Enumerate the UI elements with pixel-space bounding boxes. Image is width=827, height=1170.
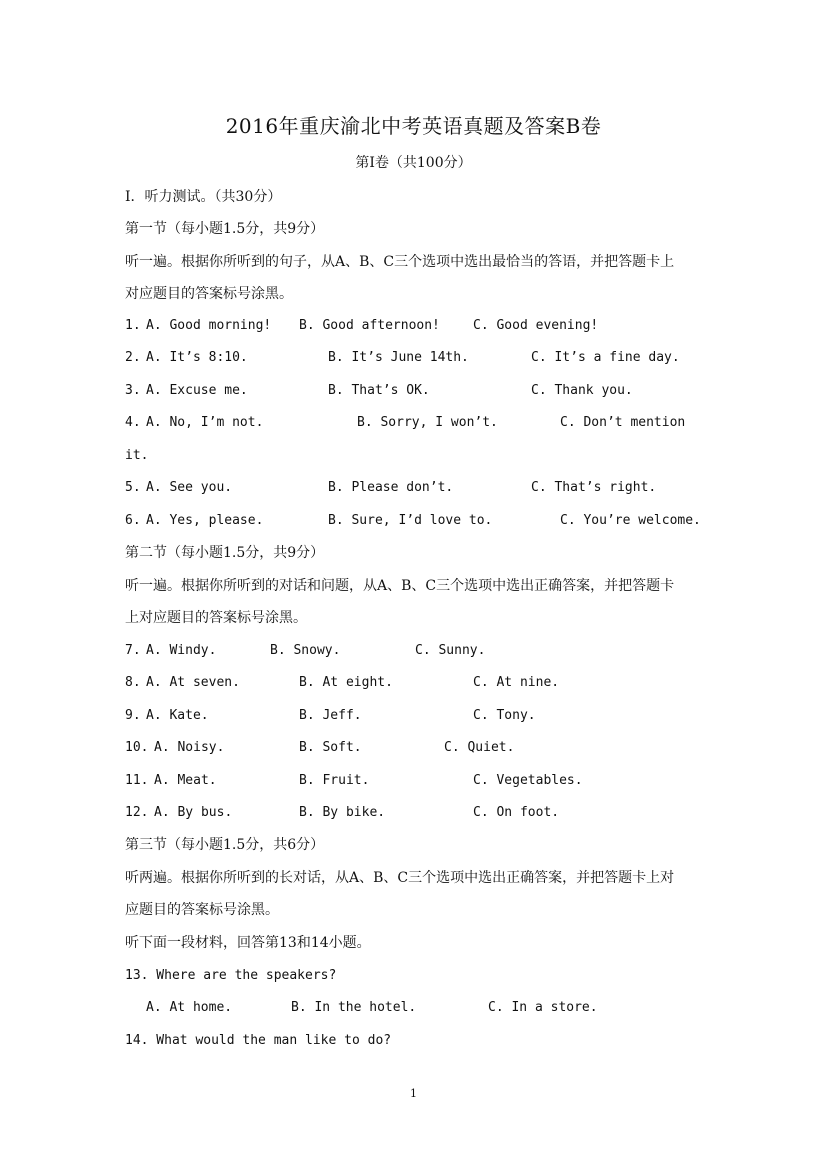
option-c: C. Quiet.	[444, 740, 515, 755]
question-number: 6.	[125, 513, 141, 528]
section2-heading: 第二节（每小题1.5分，共9分）	[125, 545, 325, 561]
option-a: A. Yes, please.	[146, 513, 264, 528]
page-number: 1	[410, 1087, 417, 1100]
option-a: A. Windy.	[146, 643, 217, 658]
option-a: A. Excuse me.	[146, 383, 248, 398]
option-a: A. See you.	[146, 480, 233, 495]
option-b: B. Sure, I’d love to.	[328, 513, 493, 528]
material-note: 听下面一段材料，回答第13和14小题。	[125, 935, 371, 951]
option-a: A. Noisy.	[154, 740, 225, 755]
option-c: C. You’re welcome.	[560, 513, 701, 528]
question-number: 9.	[125, 708, 141, 723]
option-b: B. That’s OK.	[328, 383, 430, 398]
option-b: B. Fruit.	[299, 773, 370, 788]
option-b: B. Jeff.	[299, 708, 362, 723]
question-13: 13. Where are the speakers?	[125, 968, 337, 983]
option-a: A. At home.	[146, 1000, 233, 1015]
option-c: C. Thank you.	[531, 383, 633, 398]
section2-instruction-2: 上对应题目的答案标号涂黑。	[125, 610, 307, 626]
question-number: 7.	[125, 643, 141, 658]
option-c: C. That’s right.	[531, 480, 657, 495]
section3-instruction-2: 应题目的答案标号涂黑。	[125, 902, 279, 918]
option-c: C. At nine.	[473, 675, 560, 690]
option-b: B. Sorry, I won’t.	[357, 415, 498, 430]
option-a: A. It’s 8:10.	[146, 350, 248, 365]
option-c: C. Don’t mention	[560, 415, 686, 430]
question-number: 4.	[125, 415, 141, 430]
question-14: 14. What would the man like to do?	[125, 1033, 392, 1048]
part1-heading: I．听力测试。（共30分）	[125, 189, 282, 205]
option-b: B. Please don’t.	[328, 480, 454, 495]
option-b: B. Soft.	[299, 740, 362, 755]
option-c: C. Sunny.	[415, 643, 486, 658]
option-a: A. Good morning!	[146, 318, 272, 333]
question-number: 2.	[125, 350, 141, 365]
option-b: B. It’s June 14th.	[328, 350, 469, 365]
option-a: A. Kate.	[146, 708, 209, 723]
option-a: A. Meat.	[154, 773, 217, 788]
option-a: A. At seven.	[146, 675, 240, 690]
option-b: B. At eight.	[299, 675, 393, 690]
option-b: B. In the hotel.	[291, 1000, 417, 1015]
section1-instruction-1: 听一遍。根据你所听到的句子，从A、B、C三个选项中选出最恰当的答语，并把答题卡上	[125, 254, 675, 270]
option-c: C. Good evening!	[473, 318, 599, 333]
question-number: 12.	[125, 805, 149, 820]
question-number: 3.	[125, 383, 141, 398]
section3-instruction-1: 听两遍。根据你所听到的长对话，从A、B、C三个选项中选出正确答案，并把答题卡上对	[125, 870, 675, 886]
option-c: C. Tony.	[473, 708, 536, 723]
volume-heading: 第I卷（共100分）	[355, 155, 472, 171]
option-b: B. By bike.	[299, 805, 386, 820]
option-c-continuation: it.	[125, 448, 149, 463]
question-number: 11.	[125, 773, 149, 788]
option-c: C. On foot.	[473, 805, 560, 820]
page-title: 2016年重庆渝北中考英语真题及答案B卷	[225, 114, 602, 138]
option-c: C. It’s a fine day.	[531, 350, 680, 365]
option-c: C. In a store.	[488, 1000, 598, 1015]
section3-heading: 第三节（每小题1.5分，共6分）	[125, 837, 325, 853]
option-c: C. Vegetables.	[473, 773, 583, 788]
question-number: 1.	[125, 318, 141, 333]
question-number: 5.	[125, 480, 141, 495]
question-number: 10.	[125, 740, 149, 755]
option-a: A. No, I’m not.	[146, 415, 264, 430]
option-b: B. Snowy.	[270, 643, 341, 658]
section2-instruction-1: 听一遍。根据你所听到的对话和问题，从A、B、C三个选项中选出正确答案，并把答题卡	[125, 578, 675, 594]
option-a: A. By bus.	[154, 805, 233, 820]
section1-heading: 第一节（每小题1.5分，共9分）	[125, 221, 325, 237]
question-number: 8.	[125, 675, 141, 690]
section1-instruction-2: 对应题目的答案标号涂黑。	[125, 286, 293, 302]
option-b: B. Good afternoon!	[299, 318, 440, 333]
